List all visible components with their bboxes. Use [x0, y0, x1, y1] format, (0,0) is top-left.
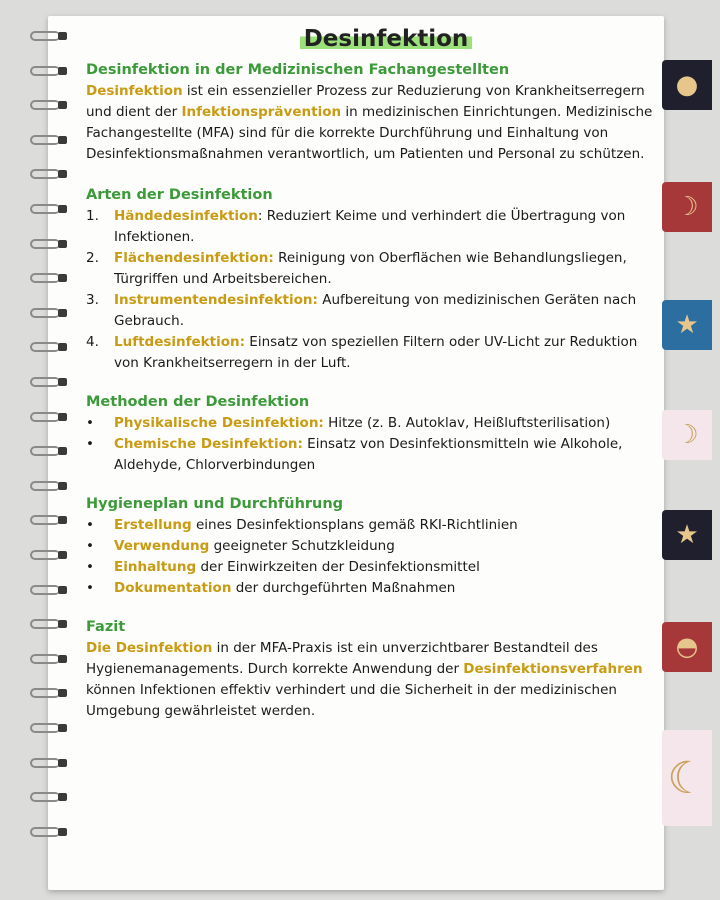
tab-moon[interactable]: [662, 182, 712, 232]
spiral-ring: [30, 445, 74, 457]
list-item: 2. Flächendesinfektion: Reinigung von Oberflächen wie Behandlungsliegen, Türgriffen und Arbeitsbereichen.: [86, 250, 627, 287]
page-title: Desinfektion: [116, 26, 656, 52]
spiral-ring: [30, 307, 74, 319]
intro-section: [86, 62, 656, 165]
tab-sun-red[interactable]: [662, 622, 712, 672]
list-item: • Erstellung eines Desinfektionsplans gemäß RKI-Richtlinien: [86, 517, 518, 533]
tab-sun[interactable]: [662, 60, 712, 110]
spiral-ring: [30, 341, 74, 353]
spiral-ring: [30, 134, 74, 146]
spiral-ring: [30, 411, 74, 423]
hygiene-section: [86, 496, 656, 599]
moon-icon: ☽: [675, 420, 699, 450]
spiral-ring: [30, 99, 74, 111]
intro-heading: Desinfektion in der Medizinischen Fachangestellten: [86, 62, 510, 78]
list-item: 3. Instrumentendesinfektion: Aufbereitung von medizinischen Geräten nach Gebrauch.: [86, 292, 637, 329]
spiral-ring: [30, 653, 74, 665]
conclusion-section: [86, 619, 656, 722]
tab-star[interactable]: [662, 300, 712, 350]
intro-paragraph: Desinfektion ist ein essenzieller Prozess zur Reduzierung von Krankheitserregern und dient der Infektionsprävention in medizinischen Einrichtungen. Medizinische Fachangestellte (MFA) sind für die korrekte Durchführung und Einhaltung von Desinfektionsmaßnahmen verantwortlich, um Patienten und Personal zu schützen.: [86, 83, 653, 162]
methods-section: [86, 394, 656, 476]
spiral-ring: [30, 791, 74, 803]
tab-moon-large[interactable]: [662, 730, 712, 826]
spiral-ring: [30, 203, 74, 215]
divider-tabs: [660, 60, 720, 840]
sun-icon: ●: [675, 70, 699, 100]
spiral-ring: [30, 826, 74, 838]
note-content: [86, 26, 656, 736]
conclusion-paragraph: Die Desinfektion in der MFA-Praxis ist ein unverzichtbarer Bestandteil des Hygienemanagements. Durch korrekte Anwendung der Desinfektionsverfahren können Infektionen effektiv verhindert und die Sicherheit in der medizinischen Umgebung gewährleistet werden.: [86, 640, 643, 719]
spiral-ring: [30, 272, 74, 284]
spiral-binding: [30, 30, 76, 860]
spiral-ring: [30, 618, 74, 630]
hygiene-list: [86, 515, 656, 599]
list-item: • Einhaltung der Einwirkzeiten der Desinfektionsmittel: [86, 559, 480, 575]
list-item: • Dokumentation der durchgeführten Maßnahmen: [86, 580, 456, 596]
spiral-ring: [30, 376, 74, 388]
list-item: • Chemische Desinfektion: Einsatz von Desinfektionsmitteln wie Alkohole, Aldehyde, Chlorverbindungen: [86, 436, 623, 473]
spiral-ring: [30, 65, 74, 77]
conclusion-heading: Fazit: [86, 619, 126, 635]
highlight-term: Infektionsprävention: [181, 104, 342, 120]
methods-heading: Methoden der Desinfektion: [86, 394, 310, 410]
list-item: 1. Händedesinfektion: Reduziert Keime und verhindert die Übertragung von Infektionen.: [86, 208, 626, 245]
moon-icon: ☽: [675, 192, 699, 222]
types-list: [86, 206, 656, 374]
moon-icon: ☾: [667, 752, 707, 804]
tab-moon-light[interactable]: [662, 410, 712, 460]
types-heading: Arten der Desinfektion: [86, 187, 273, 203]
spiral-ring: [30, 480, 74, 492]
list-item: 4. Luftdesinfektion: Einsatz von speziellen Filtern oder UV-Licht zur Reduktion von Krankheitserregern in der Luft.: [86, 334, 638, 371]
spiral-ring: [30, 514, 74, 526]
types-section: [86, 187, 656, 374]
spiral-ring: [30, 722, 74, 734]
hygiene-heading: Hygieneplan und Durchführung: [86, 496, 344, 512]
spiral-ring: [30, 30, 74, 42]
tab-star-dark[interactable]: [662, 510, 712, 560]
sun-icon: ◓: [675, 632, 699, 662]
spiral-ring: [30, 238, 74, 250]
spiral-ring: [30, 549, 74, 561]
spiral-ring: [30, 168, 74, 180]
spiral-ring: [30, 757, 74, 769]
star-icon: ★: [675, 310, 699, 340]
list-item: • Verwendung geeigneter Schutzkleidung: [86, 538, 395, 554]
highlight-term: Desinfektion: [86, 83, 183, 99]
spiral-ring: [30, 584, 74, 596]
star-icon: ★: [675, 520, 699, 550]
spiral-ring: [30, 687, 74, 699]
methods-list: [86, 413, 656, 476]
list-item: • Physikalische Desinfektion: Hitze (z. B. Autoklav, Heißluftsterilisation): [86, 415, 611, 431]
